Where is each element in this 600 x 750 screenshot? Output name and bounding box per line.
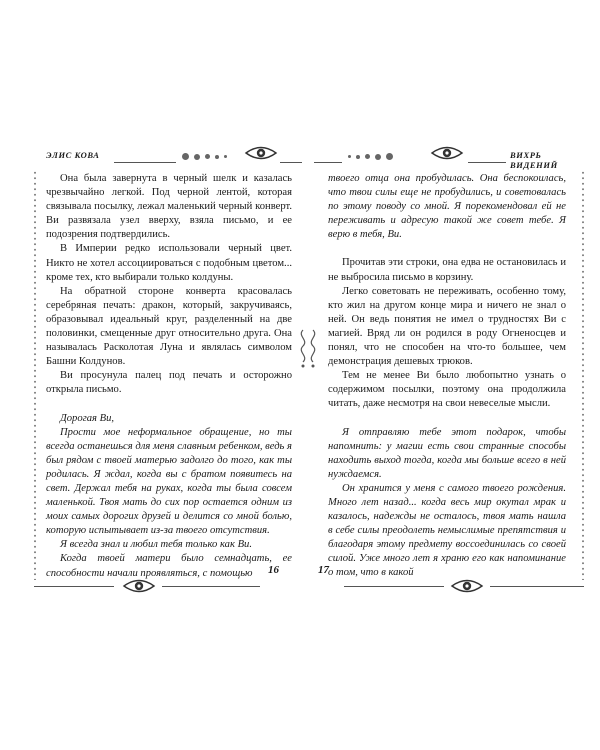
page-number: 17 [318, 564, 329, 576]
paragraph: Тем не менее Ви было любопытно узнать о содержимом посылки, поэтому она продолжила читать, даже несмотря на свои невеселые мысли. [328, 370, 566, 410]
dots-ornament [182, 153, 227, 160]
right-page-header [314, 140, 584, 170]
dot [365, 154, 370, 159]
left-page-text [46, 172, 292, 581]
dotted-border-left [34, 170, 36, 580]
paragraph: Прочитав эти строки, она едва не остановилась и не выбросила письмо в корзину. [328, 257, 566, 283]
letter-paragraph: твоего отца она пробудилась. Она беспокоилась, что твои силы еще не пробудились, и советовалась по этому поводу со мной. Я порекомендовал ей не переживать и адресую такой же совет тебе. Я верю в тебя, Ви. [328, 173, 566, 241]
letter-paragraph: Я отправляю тебе этот подарок, чтобы напомнить: у магии есть свои странные способы находить выход тогда, когда мы больше всего в ней нуждаемся. [328, 426, 566, 480]
footer-rule [344, 586, 444, 587]
page-number: 16 [268, 564, 279, 576]
dot [215, 155, 219, 159]
right-page-text [328, 172, 566, 581]
letter-paragraph: Он хранится у меня с самого твоего рождения. Много лет назад... когда весь мир окутал мрак и казалось, надежды не осталось, твоя мать нашла в себе силы преодолеть немыслимые препятствия и благодаря этому предмету воссоединилась со своей силой. Уже много лет я храню его как напоминание о том, что в какой [328, 482, 566, 579]
letter-paragraph: Когда твоей матери было семнадцать, ее способности начали проявляться, с помощью [46, 553, 292, 579]
left-running-header: ЭЛИС КОВА [46, 150, 100, 160]
letter-salutation: Дорогая Ви, [60, 412, 115, 424]
dotted-border-right [582, 170, 584, 580]
dot [348, 155, 351, 158]
left-page-header [34, 140, 302, 166]
dot [375, 154, 381, 160]
footer-rule [490, 586, 584, 587]
dot [194, 154, 200, 160]
left-page [34, 140, 302, 606]
left-page-footer [34, 566, 302, 606]
eye-ornament-icon [244, 142, 278, 164]
eye-ornament-icon [430, 142, 464, 164]
paragraph: Она была завернута в черный шелк и казалась чрезвычайно легкой. Под черной лентой, которая связывала посылку, лежал маленький черный конверт. Ви развязала узел вверху, взяла письмо, и ее подозрения подтвердились. [46, 173, 292, 241]
eye-ornament-icon [450, 575, 484, 597]
footer-rule [34, 586, 114, 587]
paragraph: Ви просунула палец под печать и осторожно открыла письмо. [46, 370, 292, 396]
paragraph: На обратной стороне конверта красовалась серебряная печать: дракон, который, закручиваясь, образовывал идеальный круг, разделенный на две половинки, смещенные друг относительно друга. Она называлась Расколотая Луна и являлась символом Башни Колдунов. [46, 285, 292, 368]
header-rule [114, 162, 176, 163]
right-running-header: ВИХРЬ ВИДЕНИЙ [510, 150, 558, 170]
right-page-footer [314, 566, 584, 606]
eye-ornament-icon [122, 575, 156, 597]
footer-rule [162, 586, 260, 587]
right-page [314, 140, 584, 606]
letter-paragraph: Прости мое неформальное обращение, но ты всегда останешься для меня славным ребенком, ведь я был рядом с твоей матерью задолго до того, как ты родилась. Я ждал, когда вы с братом появитесь на свет. Держал тебя на руках, когда ты была совсем маленькой. Твоя мать до сих пор остается одним из моих самых дорогих друзей и делится со мной болью, которую испытывает из-за твоего отсутствия. [46, 426, 292, 537]
paragraph: В Империи редко использовали черный цвет. Никто не хотел ассоциироваться с подобным цветом... кроме тех, кто выбирали только колдуны. [46, 243, 292, 283]
dot [386, 153, 393, 160]
dot [356, 155, 360, 159]
dots-ornament [348, 153, 393, 160]
paragraph: Легко советовать не переживать, особенно тому, кто жил на другом конце мира и ничего не знал о ней. Он ведь понятия не имел о трудностях Ви с магией. Вряд ли он родился в роду Огненосцев и понял, что не способен на что-то большее, чем демонстрация дешевых трюков. [328, 285, 566, 368]
letter-paragraph: Я всегда знал и любил тебя только как Ви. [60, 539, 252, 551]
dot [224, 155, 227, 158]
dot [182, 153, 189, 160]
flourish-ornament-icon [306, 328, 320, 368]
header-rule [468, 162, 506, 163]
header-rule [280, 162, 302, 163]
dot [205, 154, 210, 159]
header-rule [314, 162, 342, 163]
